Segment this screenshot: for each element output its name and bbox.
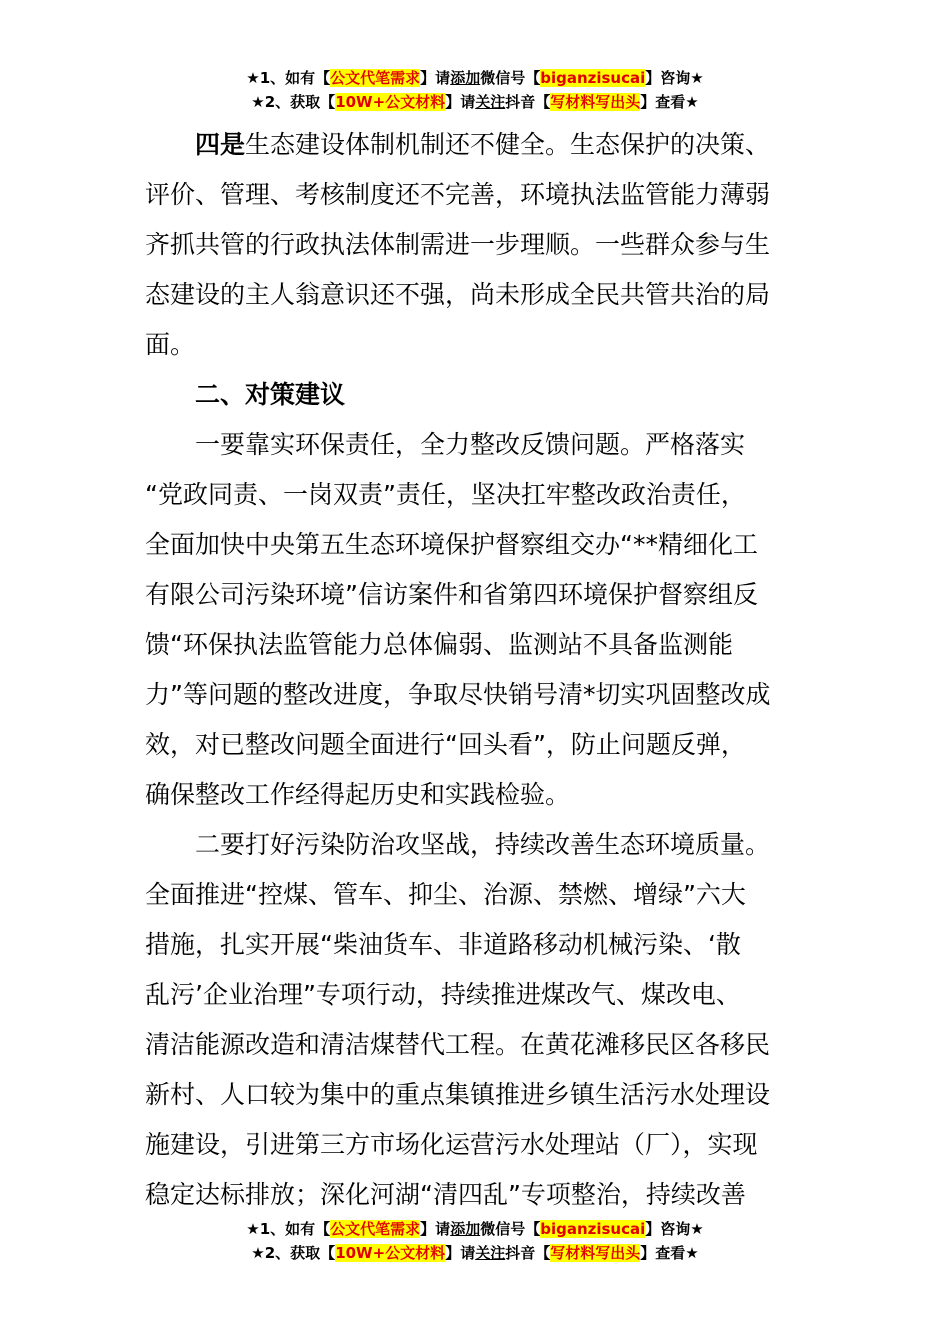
banner-text: 微信号【 <box>480 69 541 87</box>
text-line: 评价、管理、考核制度还不完善，环境执法监管能力薄弱 <box>145 180 771 209</box>
banner-highlight: 写材料写出头 <box>550 93 641 111</box>
banner-text: 】请 <box>445 93 476 111</box>
text-line: 清洁能源改造和清洁煤替代工程。在黄花滩移民区各移民 <box>145 1030 771 1059</box>
banner-text: 】咨询★ <box>645 69 704 87</box>
banner-text: 抖音【 <box>505 1244 551 1262</box>
paragraph-ecology-system <box>145 120 809 370</box>
banner-text: 】查看★ <box>640 1244 699 1262</box>
text-line: 齐抓共管的行政执法体制需进一步理顺。一些群众参与生 <box>145 230 771 259</box>
text-line: 二要打好污染防治攻坚战，持续改善生态环境质量。 <box>195 830 771 859</box>
banner-highlight: 公文代笔需求 <box>330 1220 421 1238</box>
banner-highlight: 10W+公文材料 <box>335 1244 446 1262</box>
banner-text: 】咨询★ <box>645 1220 704 1238</box>
text-line: 乱污’企业治理”专项行动，持续推进煤改气、煤改电、 <box>145 980 741 1009</box>
text-line: 一要靠实环保责任，全力整改反馈问题。严格落实 <box>195 430 746 459</box>
text-line: 稳定达标排放；深化河湖“清四乱”专项整治，持续改善 <box>145 1180 746 1209</box>
text-line: 效，对已整改问题全面进行“回头看”，防止问题反弹， <box>145 730 746 759</box>
section-heading: 二、对策建议 <box>195 380 346 409</box>
text-line: 面。 <box>145 330 196 359</box>
paragraph-lead: 四是 <box>195 130 246 159</box>
banner-highlight: biganzisucai <box>540 69 646 87</box>
banner-line-1 <box>0 66 950 90</box>
text-line: 新村、人口较为集中的重点集镇推进乡镇生活污水处理设 <box>145 1080 771 1109</box>
banner-text: ★1、如有【 <box>246 1220 331 1238</box>
banner-underline: 添加 <box>450 69 481 87</box>
banner-highlight: biganzisucai <box>540 1220 646 1238</box>
banner-text: ★2、获取【 <box>251 93 336 111</box>
text-line: 全面加快中央第五生态环境保护督察组交办“**精细化工 <box>145 530 758 559</box>
banner-text: 】请 <box>445 1244 476 1262</box>
text-line: 力”等问题的整改进度，争取尽快销号清*切实巩固整改成 <box>145 680 771 709</box>
banner-underline: 添加 <box>450 1220 481 1238</box>
paragraph-pollution-control <box>145 820 809 1220</box>
banner-highlight: 写材料写出头 <box>550 1244 641 1262</box>
banner-line-2 <box>0 1241 950 1265</box>
banner-underline: 关注 <box>475 1244 506 1262</box>
banner-text: ★1、如有【 <box>246 69 331 87</box>
banner-underline: 关注 <box>475 93 506 111</box>
text-line: 馈“环保执法监管能力总体偏弱、监测站不具备监测能 <box>145 630 733 659</box>
banner-text: 微信号【 <box>480 1220 541 1238</box>
text-line: 措施，扎实开展“柴油货车、非道路移动机械污染、‘散 <box>145 930 741 959</box>
text-line: 生态建设体制机制还不健全。生态保护的决策、 <box>245 130 771 159</box>
document-body <box>145 120 809 1220</box>
banner-line-2 <box>0 90 950 114</box>
banner-text: 】查看★ <box>640 93 699 111</box>
banner-highlight: 10W+公文材料 <box>335 93 446 111</box>
text-line: 全面推进“控煤、管车、抑尘、治源、禁燃、增绿”六大 <box>145 880 746 909</box>
paragraph-responsibility <box>145 420 809 820</box>
text-line: 态建设的主人翁意识还不强，尚未形成全民共管共治的局 <box>145 280 771 309</box>
banner-text: ★2、获取【 <box>251 1244 336 1262</box>
banner-text: 】请 <box>420 69 451 87</box>
text-line: 确保整改工作经得起历史和实践检验。 <box>145 780 571 809</box>
banner-line-1 <box>0 1217 950 1241</box>
bottom-banner <box>0 1217 950 1265</box>
text-line: 有限公司污染环境”信访案件和省第四环境保护督察组反 <box>145 580 758 609</box>
banner-text: 抖音【 <box>505 93 551 111</box>
text-line: “党政同责、一岗双责”责任，坚决扛牢整改政治责任， <box>145 480 746 509</box>
text-line: 施建设，引进第三方市场化运营污水处理站（厂），实现 <box>145 1130 758 1159</box>
top-banner <box>0 66 950 114</box>
banner-highlight: 公文代笔需求 <box>330 69 421 87</box>
banner-text: 】请 <box>420 1220 451 1238</box>
